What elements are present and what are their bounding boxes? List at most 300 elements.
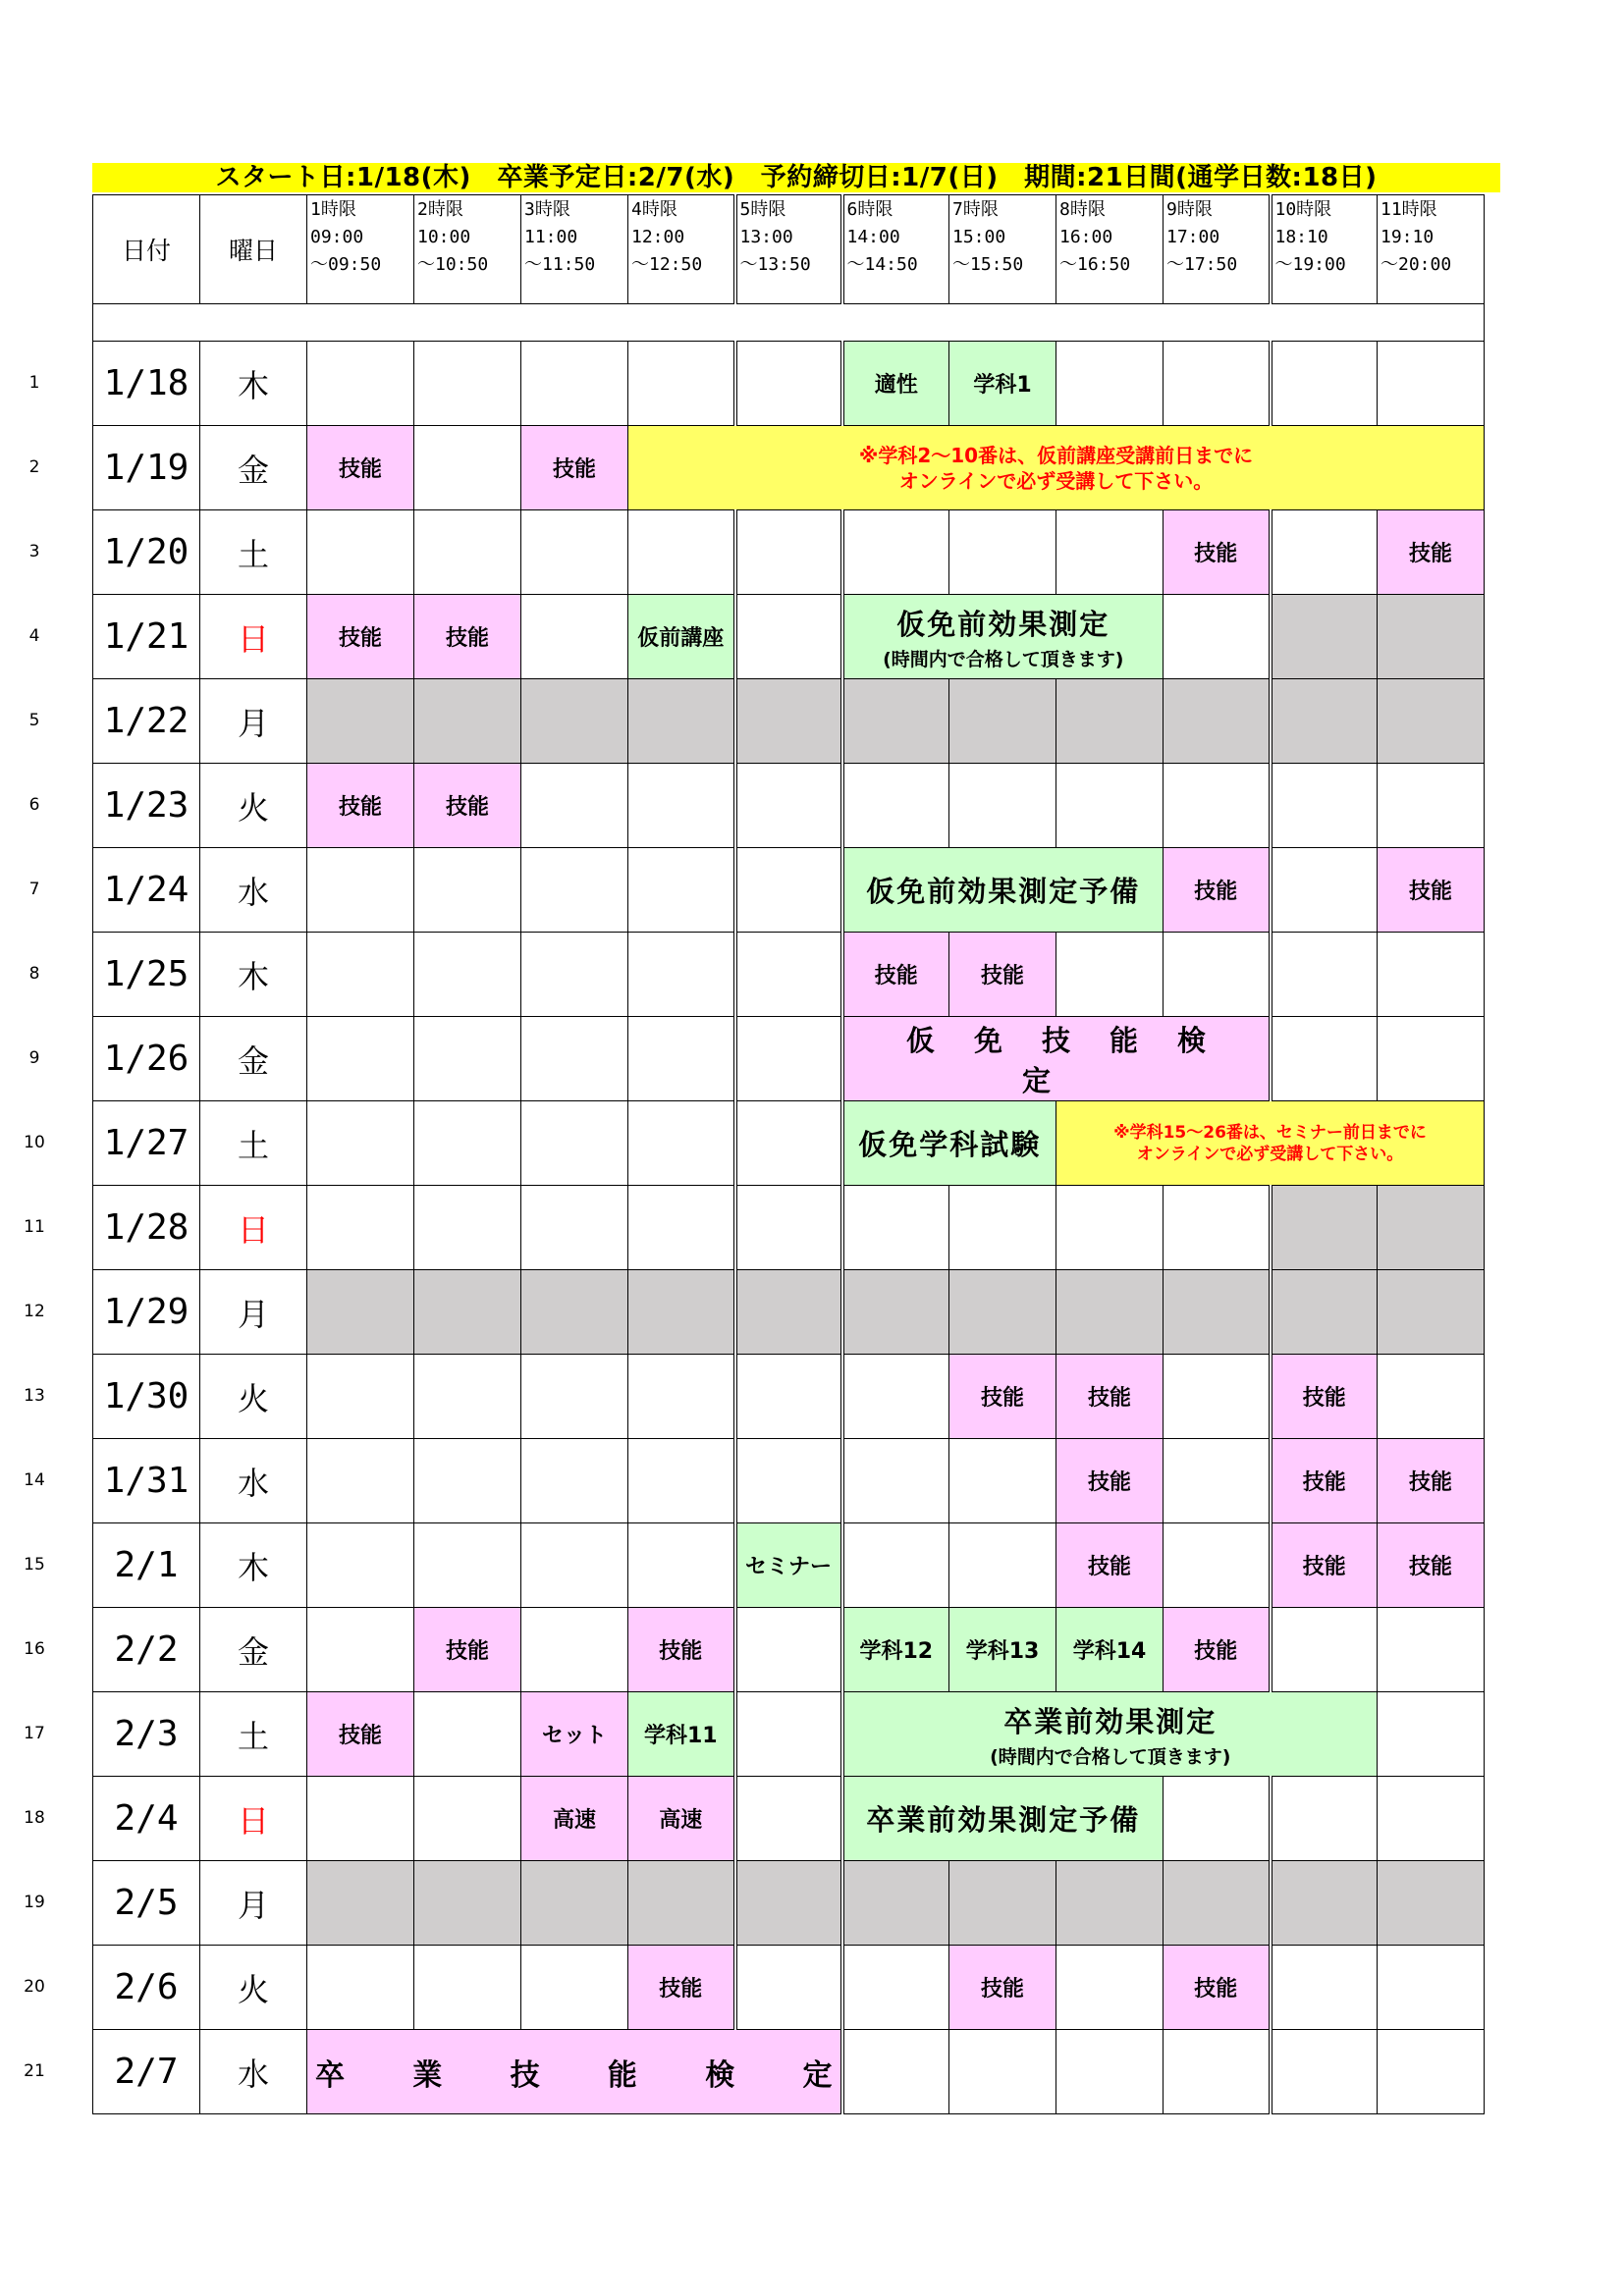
- slot-cell[interactable]: [735, 1946, 842, 2030]
- row-number: 9: [28, 1047, 40, 1068]
- slot-cell[interactable]: [735, 933, 842, 1017]
- dow-cell: 月: [200, 1270, 307, 1355]
- gakka-cell[interactable]: 学科1: [949, 342, 1056, 426]
- row-number: 12: [24, 1301, 45, 1321]
- dow-cell: 水: [200, 2030, 307, 2114]
- closed-cell: [1271, 595, 1378, 679]
- slot-cell[interactable]: [1056, 1186, 1164, 1270]
- closed-cell: [735, 679, 842, 764]
- dow-cell: 金: [200, 1608, 307, 1692]
- slot-cell[interactable]: [1164, 1439, 1271, 1523]
- slot-cell[interactable]: [1378, 1777, 1485, 1861]
- period-header: 7時限 15:00 ～15:50: [949, 195, 1056, 304]
- row-number: 7: [28, 879, 40, 899]
- dow-cell: 水: [200, 848, 307, 933]
- date-cell: 2/2: [93, 1608, 200, 1692]
- dow-cell: 水: [200, 1439, 307, 1523]
- slot-cell[interactable]: [842, 1355, 949, 1439]
- slot-cell[interactable]: [628, 510, 735, 595]
- closed-cell: [628, 1270, 735, 1355]
- slot-cell[interactable]: [735, 1017, 842, 1101]
- skill-cell[interactable]: 技能: [949, 1355, 1056, 1439]
- row-number: 5: [28, 710, 40, 730]
- slot-cell[interactable]: [521, 1101, 628, 1186]
- slot-cell[interactable]: [628, 1017, 735, 1101]
- closed-cell: [949, 1861, 1056, 1946]
- graduation-test-cell[interactable]: 卒業前効果測定 (時間内で合格して頂きます): [842, 1692, 1378, 1777]
- period-header: 10時限 18:10 ～19:00: [1271, 195, 1378, 304]
- schedule-banner: スタート日:1/18(木) 卒業予定日:2/7(水) 予約締切日:1/7(日) 期間:21日間(通学日数:18日): [92, 163, 1500, 192]
- closed-cell: [414, 1861, 521, 1946]
- slot-cell[interactable]: [414, 1355, 521, 1439]
- table-row: [93, 679, 1485, 764]
- slot-cell[interactable]: [735, 848, 842, 933]
- slot-cell[interactable]: [521, 342, 628, 426]
- slot-cell[interactable]: [414, 510, 521, 595]
- closed-cell: [521, 1861, 628, 1946]
- table-row: [93, 510, 1485, 595]
- skill-cell[interactable]: 技能: [1378, 848, 1485, 933]
- dow-cell: 火: [200, 764, 307, 848]
- dow-cell: 火: [200, 1355, 307, 1439]
- slot-cell[interactable]: [414, 1777, 521, 1861]
- slot-cell[interactable]: [414, 1523, 521, 1608]
- slot-cell[interactable]: [628, 764, 735, 848]
- skill-cell[interactable]: 技能: [949, 1946, 1056, 2030]
- date-cell: 1/24: [93, 848, 200, 933]
- closed-cell: [735, 1270, 842, 1355]
- closed-cell: [521, 1270, 628, 1355]
- slot-cell[interactable]: [521, 1017, 628, 1101]
- slot-cell[interactable]: [307, 1777, 414, 1861]
- provisional-test-cell[interactable]: 仮免前効果測定 (時間内で合格して頂きます): [842, 595, 1164, 679]
- date-cell: 1/21: [93, 595, 200, 679]
- aptitude-cell[interactable]: 適性: [842, 342, 949, 426]
- slot-cell[interactable]: [414, 1101, 521, 1186]
- skill-cell[interactable]: 技能: [414, 764, 521, 848]
- slot-cell[interactable]: [307, 933, 414, 1017]
- row-number: 20: [24, 1976, 45, 1997]
- slot-cell[interactable]: [628, 933, 735, 1017]
- table-row: [93, 1861, 1485, 1946]
- gakka-cell[interactable]: 学科11: [628, 1692, 735, 1777]
- table-row: [93, 1523, 1485, 1608]
- slot-cell[interactable]: [1271, 510, 1378, 595]
- slot-cell[interactable]: [1271, 1777, 1378, 1861]
- skill-cell[interactable]: 技能: [1271, 1439, 1378, 1523]
- skill-cell[interactable]: 技能: [1056, 1439, 1164, 1523]
- period-header: 9時限 17:00 ～17:50: [1164, 195, 1271, 304]
- closed-cell: [307, 1270, 414, 1355]
- dow-cell: 土: [200, 1692, 307, 1777]
- slot-cell[interactable]: [521, 595, 628, 679]
- date-cell: 2/3: [93, 1692, 200, 1777]
- dow-header: 曜日: [200, 195, 307, 304]
- slot-cell[interactable]: [842, 1523, 949, 1608]
- closed-cell: [307, 679, 414, 764]
- slot-cell[interactable]: [735, 1692, 842, 1777]
- slot-cell[interactable]: [949, 510, 1056, 595]
- slot-cell[interactable]: [307, 342, 414, 426]
- row-number: 3: [28, 541, 40, 561]
- slot-cell[interactable]: [735, 342, 842, 426]
- closed-cell: [1378, 1270, 1485, 1355]
- slot-cell[interactable]: [735, 764, 842, 848]
- skill-cell[interactable]: 技能: [1378, 1523, 1485, 1608]
- slot-cell[interactable]: [1378, 1017, 1485, 1101]
- slot-cell[interactable]: [735, 1777, 842, 1861]
- slot-cell[interactable]: [628, 848, 735, 933]
- closed-cell: [1271, 679, 1378, 764]
- slot-cell[interactable]: [521, 1439, 628, 1523]
- slot-cell[interactable]: [1164, 2030, 1271, 2114]
- row-number: 6: [28, 794, 40, 815]
- dow-cell: 木: [200, 1523, 307, 1608]
- closed-cell: [1164, 679, 1271, 764]
- slot-cell[interactable]: [1164, 1777, 1271, 1861]
- date-cell: 1/30: [93, 1355, 200, 1439]
- row-number: 1: [28, 372, 40, 393]
- skill-cell[interactable]: 技能: [1056, 1523, 1164, 1608]
- date-cell: 1/18: [93, 342, 200, 426]
- dow-cell: 木: [200, 933, 307, 1017]
- table-row: [93, 1355, 1485, 1439]
- graduation-test-reserve-cell[interactable]: 卒業前効果測定予備: [842, 1777, 1164, 1861]
- slot-cell[interactable]: [414, 342, 521, 426]
- dow-cell: 火: [200, 1946, 307, 2030]
- table-row: [93, 1777, 1485, 1861]
- date-cell: 2/1: [93, 1523, 200, 1608]
- slot-cell[interactable]: [949, 2030, 1056, 2114]
- skill-cell[interactable]: 技能: [842, 933, 949, 1017]
- slot-cell[interactable]: [1164, 342, 1271, 426]
- table-row: [93, 1439, 1485, 1523]
- slot-cell[interactable]: [949, 1523, 1056, 1608]
- table-row: [93, 1270, 1485, 1355]
- slot-cell[interactable]: [521, 933, 628, 1017]
- skill-cell[interactable]: 技能: [1378, 510, 1485, 595]
- schedule-table: [92, 194, 1485, 2114]
- slot-cell[interactable]: [307, 1355, 414, 1439]
- slot-cell[interactable]: [307, 510, 414, 595]
- closed-cell: [949, 1270, 1056, 1355]
- slot-cell[interactable]: [628, 1101, 735, 1186]
- slot-cell[interactable]: [1378, 933, 1485, 1017]
- slot-cell[interactable]: [521, 1355, 628, 1439]
- skill-cell[interactable]: 技能: [307, 595, 414, 679]
- row-number: 8: [28, 963, 40, 984]
- slot-cell[interactable]: [521, 764, 628, 848]
- date-cell: 1/25: [93, 933, 200, 1017]
- date-cell: 1/20: [93, 510, 200, 595]
- skill-cell[interactable]: 技能: [628, 1608, 735, 1692]
- gakka-cell[interactable]: 学科13: [949, 1608, 1056, 1692]
- closed-cell: [1271, 1270, 1378, 1355]
- skill-cell[interactable]: 技能: [1271, 1523, 1378, 1608]
- table-row: [93, 1017, 1485, 1101]
- highway-cell[interactable]: 高速: [521, 1777, 628, 1861]
- date-header: 日付: [93, 195, 200, 304]
- provisional-skill-exam-cell[interactable]: 仮免技能検定: [842, 1017, 1271, 1101]
- slot-cell[interactable]: [307, 848, 414, 933]
- slot-cell[interactable]: [842, 510, 949, 595]
- date-cell: 2/7: [93, 2030, 200, 2114]
- slot-cell[interactable]: [521, 510, 628, 595]
- date-cell: 2/4: [93, 1777, 200, 1861]
- skill-cell[interactable]: 技能: [414, 595, 521, 679]
- slot-cell[interactable]: [521, 848, 628, 933]
- closed-cell: [521, 679, 628, 764]
- slot-cell[interactable]: [1271, 764, 1378, 848]
- row-number: 19: [24, 1892, 45, 1912]
- table-row: [93, 764, 1485, 848]
- spacer-row: [93, 304, 1485, 342]
- skill-cell[interactable]: 技能: [1164, 1946, 1271, 2030]
- closed-cell: [735, 1861, 842, 1946]
- slot-cell[interactable]: [414, 426, 521, 510]
- slot-cell[interactable]: [414, 848, 521, 933]
- slot-cell[interactable]: [1271, 1608, 1378, 1692]
- row-number: 2: [28, 456, 40, 477]
- highway-cell[interactable]: 高速: [628, 1777, 735, 1861]
- slot-cell[interactable]: [521, 1186, 628, 1270]
- closed-cell: [1164, 1861, 1271, 1946]
- period-header: 1時限 09:00 ～09:50: [307, 195, 414, 304]
- slot-cell[interactable]: [735, 1439, 842, 1523]
- table-row: [93, 1101, 1485, 1186]
- slot-cell[interactable]: [307, 1439, 414, 1523]
- slot-cell[interactable]: [842, 2030, 949, 2114]
- slot-cell[interactable]: [1164, 933, 1271, 1017]
- dow-cell: 日: [200, 1777, 307, 1861]
- skill-cell[interactable]: 技能: [307, 1692, 414, 1777]
- closed-cell: [842, 679, 949, 764]
- online-notice: ※学科15～26番は、セミナー前日までに オンラインで必ず受講して下さい。: [1056, 1101, 1485, 1186]
- row-number: 4: [28, 625, 40, 646]
- slot-cell[interactable]: [949, 1439, 1056, 1523]
- closed-cell: [1378, 595, 1485, 679]
- slot-cell[interactable]: [1271, 848, 1378, 933]
- row-number: 18: [24, 1807, 45, 1828]
- slot-cell[interactable]: [1378, 1692, 1485, 1777]
- slot-cell[interactable]: [628, 1439, 735, 1523]
- date-cell: 1/29: [93, 1270, 200, 1355]
- slot-cell[interactable]: [1056, 1946, 1164, 2030]
- slot-cell[interactable]: [1271, 933, 1378, 1017]
- slot-cell[interactable]: [1271, 342, 1378, 426]
- skill-cell[interactable]: 技能: [1271, 1355, 1378, 1439]
- table-row: [93, 848, 1485, 933]
- closed-cell: [1378, 1186, 1485, 1270]
- skill-cell[interactable]: 技能: [1378, 1439, 1485, 1523]
- table-row: [93, 1692, 1485, 1777]
- row-number: 10: [24, 1132, 45, 1152]
- slot-cell[interactable]: [949, 1186, 1056, 1270]
- closed-cell: [628, 1861, 735, 1946]
- skill-cell[interactable]: 技能: [414, 1608, 521, 1692]
- dow-cell: 日: [200, 1186, 307, 1270]
- closed-cell: [1271, 1186, 1378, 1270]
- row-number: 11: [24, 1216, 45, 1237]
- pre-lecture-cell[interactable]: 仮前講座: [628, 595, 735, 679]
- closed-cell: [414, 679, 521, 764]
- skill-cell[interactable]: 技能: [307, 764, 414, 848]
- closed-cell: [307, 1861, 414, 1946]
- date-cell: 2/6: [93, 1946, 200, 2030]
- slot-cell[interactable]: [735, 510, 842, 595]
- slot-cell[interactable]: [521, 1608, 628, 1692]
- closed-cell: [949, 679, 1056, 764]
- date-cell: 1/19: [93, 426, 200, 510]
- graduation-skill-exam-cell[interactable]: 卒 業 技 能 検 定: [307, 2030, 842, 2114]
- provisional-test-reserve-cell[interactable]: 仮免前効果測定予備: [842, 848, 1164, 933]
- slot-cell[interactable]: [1378, 1946, 1485, 2030]
- skill-cell[interactable]: 技能: [1164, 510, 1271, 595]
- date-cell: 1/22: [93, 679, 200, 764]
- slot-cell[interactable]: [307, 1608, 414, 1692]
- closed-cell: [842, 1861, 949, 1946]
- period-header: 11時限 19:10 ～20:00: [1378, 195, 1485, 304]
- date-cell: 1/31: [93, 1439, 200, 1523]
- dow-cell: 土: [200, 510, 307, 595]
- provisional-written-exam-cell[interactable]: 仮免学科試験: [842, 1101, 1056, 1186]
- slot-cell[interactable]: [1164, 764, 1271, 848]
- skill-cell[interactable]: 技能: [1164, 848, 1271, 933]
- slot-cell[interactable]: [414, 1017, 521, 1101]
- period-header: 5時限 13:00 ～13:50: [735, 195, 842, 304]
- slot-cell[interactable]: [1164, 1186, 1271, 1270]
- table-row: [93, 1608, 1485, 1692]
- closed-cell: [1056, 1861, 1164, 1946]
- closed-cell: [1056, 1270, 1164, 1355]
- row-number: 14: [24, 1469, 45, 1490]
- skill-cell[interactable]: 技能: [949, 933, 1056, 1017]
- skill-cell[interactable]: 技能: [1164, 1608, 1271, 1692]
- slot-cell[interactable]: [414, 1186, 521, 1270]
- slot-cell[interactable]: [735, 1101, 842, 1186]
- table-row: [93, 1186, 1485, 1270]
- date-cell: 1/23: [93, 764, 200, 848]
- table-row: [93, 595, 1485, 679]
- gakka-cell[interactable]: 学科12: [842, 1608, 949, 1692]
- table-row: [93, 933, 1485, 1017]
- slot-cell[interactable]: [414, 933, 521, 1017]
- online-notice: ※学科2～10番は、仮前講座受講前日までに オンラインで必ず受講して下さい。: [628, 426, 1485, 510]
- slot-cell[interactable]: [1271, 1946, 1378, 2030]
- closed-cell: [1378, 1861, 1485, 1946]
- seminar-cell[interactable]: セミナー: [735, 1523, 842, 1608]
- slot-cell[interactable]: [735, 1355, 842, 1439]
- slot-cell[interactable]: [628, 1355, 735, 1439]
- table-row: [93, 2030, 1485, 2114]
- table-row: [93, 426, 1485, 510]
- slot-cell[interactable]: [1056, 342, 1164, 426]
- slot-cell[interactable]: [307, 1017, 414, 1101]
- row-number: 13: [24, 1385, 45, 1406]
- dow-cell: 木: [200, 342, 307, 426]
- closed-cell: [1056, 679, 1164, 764]
- slot-cell[interactable]: [1378, 2030, 1485, 2114]
- date-cell: 1/28: [93, 1186, 200, 1270]
- slot-cell[interactable]: [735, 1608, 842, 1692]
- closed-cell: [1378, 679, 1485, 764]
- slot-cell[interactable]: [735, 1186, 842, 1270]
- slot-cell[interactable]: [1056, 933, 1164, 1017]
- slot-cell[interactable]: [307, 1186, 414, 1270]
- slot-cell[interactable]: [1378, 1355, 1485, 1439]
- date-cell: 2/5: [93, 1861, 200, 1946]
- slot-cell[interactable]: [1164, 595, 1271, 679]
- row-number: 15: [24, 1554, 45, 1575]
- slot-cell[interactable]: [1378, 764, 1485, 848]
- slot-cell[interactable]: [307, 1101, 414, 1186]
- slot-cell[interactable]: [1271, 1017, 1378, 1101]
- header-row: [93, 195, 1485, 304]
- slot-cell[interactable]: [1056, 510, 1164, 595]
- slot-cell[interactable]: [1164, 1355, 1271, 1439]
- dow-cell: 月: [200, 679, 307, 764]
- slot-cell[interactable]: [1164, 1523, 1271, 1608]
- closed-cell: [414, 1270, 521, 1355]
- set-cell[interactable]: セット: [521, 1692, 628, 1777]
- date-cell: 1/27: [93, 1101, 200, 1186]
- date-cell: 1/26: [93, 1017, 200, 1101]
- slot-cell[interactable]: [628, 342, 735, 426]
- slot-cell[interactable]: [307, 1523, 414, 1608]
- slot-cell[interactable]: [414, 1946, 521, 2030]
- dow-cell: 月: [200, 1861, 307, 1946]
- skill-cell[interactable]: 技能: [628, 1946, 735, 2030]
- period-header: 8時限 16:00 ～16:50: [1056, 195, 1164, 304]
- skill-cell[interactable]: 技能: [307, 426, 414, 510]
- slot-cell[interactable]: [842, 764, 949, 848]
- slot-cell[interactable]: [628, 1186, 735, 1270]
- slot-cell[interactable]: [842, 1186, 949, 1270]
- skill-cell[interactable]: 技能: [1056, 1355, 1164, 1439]
- skill-cell[interactable]: 技能: [521, 426, 628, 510]
- slot-cell[interactable]: [1056, 2030, 1164, 2114]
- period-header: 2時限 10:00 ～10:50: [414, 195, 521, 304]
- slot-cell[interactable]: [628, 1523, 735, 1608]
- slot-cell[interactable]: [842, 1946, 949, 2030]
- row-number: 21: [24, 2060, 45, 2081]
- dow-cell: 金: [200, 1017, 307, 1101]
- slot-cell[interactable]: [307, 1946, 414, 2030]
- slot-cell[interactable]: [414, 1439, 521, 1523]
- slot-cell[interactable]: [735, 595, 842, 679]
- row-number: 16: [24, 1638, 45, 1659]
- closed-cell: [842, 1270, 949, 1355]
- slot-cell[interactable]: [521, 1946, 628, 2030]
- closed-cell: [628, 679, 735, 764]
- period-header: 6時限 14:00 ～14:50: [842, 195, 949, 304]
- slot-cell[interactable]: [1378, 1608, 1485, 1692]
- slot-cell[interactable]: [521, 1523, 628, 1608]
- slot-cell[interactable]: [1056, 764, 1164, 848]
- slot-cell[interactable]: [1271, 2030, 1378, 2114]
- dow-cell: 土: [200, 1101, 307, 1186]
- table-row: [93, 342, 1485, 426]
- slot-cell[interactable]: [949, 764, 1056, 848]
- slot-cell[interactable]: [414, 1692, 521, 1777]
- slot-cell[interactable]: [842, 1439, 949, 1523]
- gakka-cell[interactable]: 学科14: [1056, 1608, 1164, 1692]
- closed-cell: [1164, 1270, 1271, 1355]
- dow-cell: 金: [200, 426, 307, 510]
- closed-cell: [1271, 1861, 1378, 1946]
- slot-cell[interactable]: [1378, 342, 1485, 426]
- period-header: 4時限 12:00 ～12:50: [628, 195, 735, 304]
